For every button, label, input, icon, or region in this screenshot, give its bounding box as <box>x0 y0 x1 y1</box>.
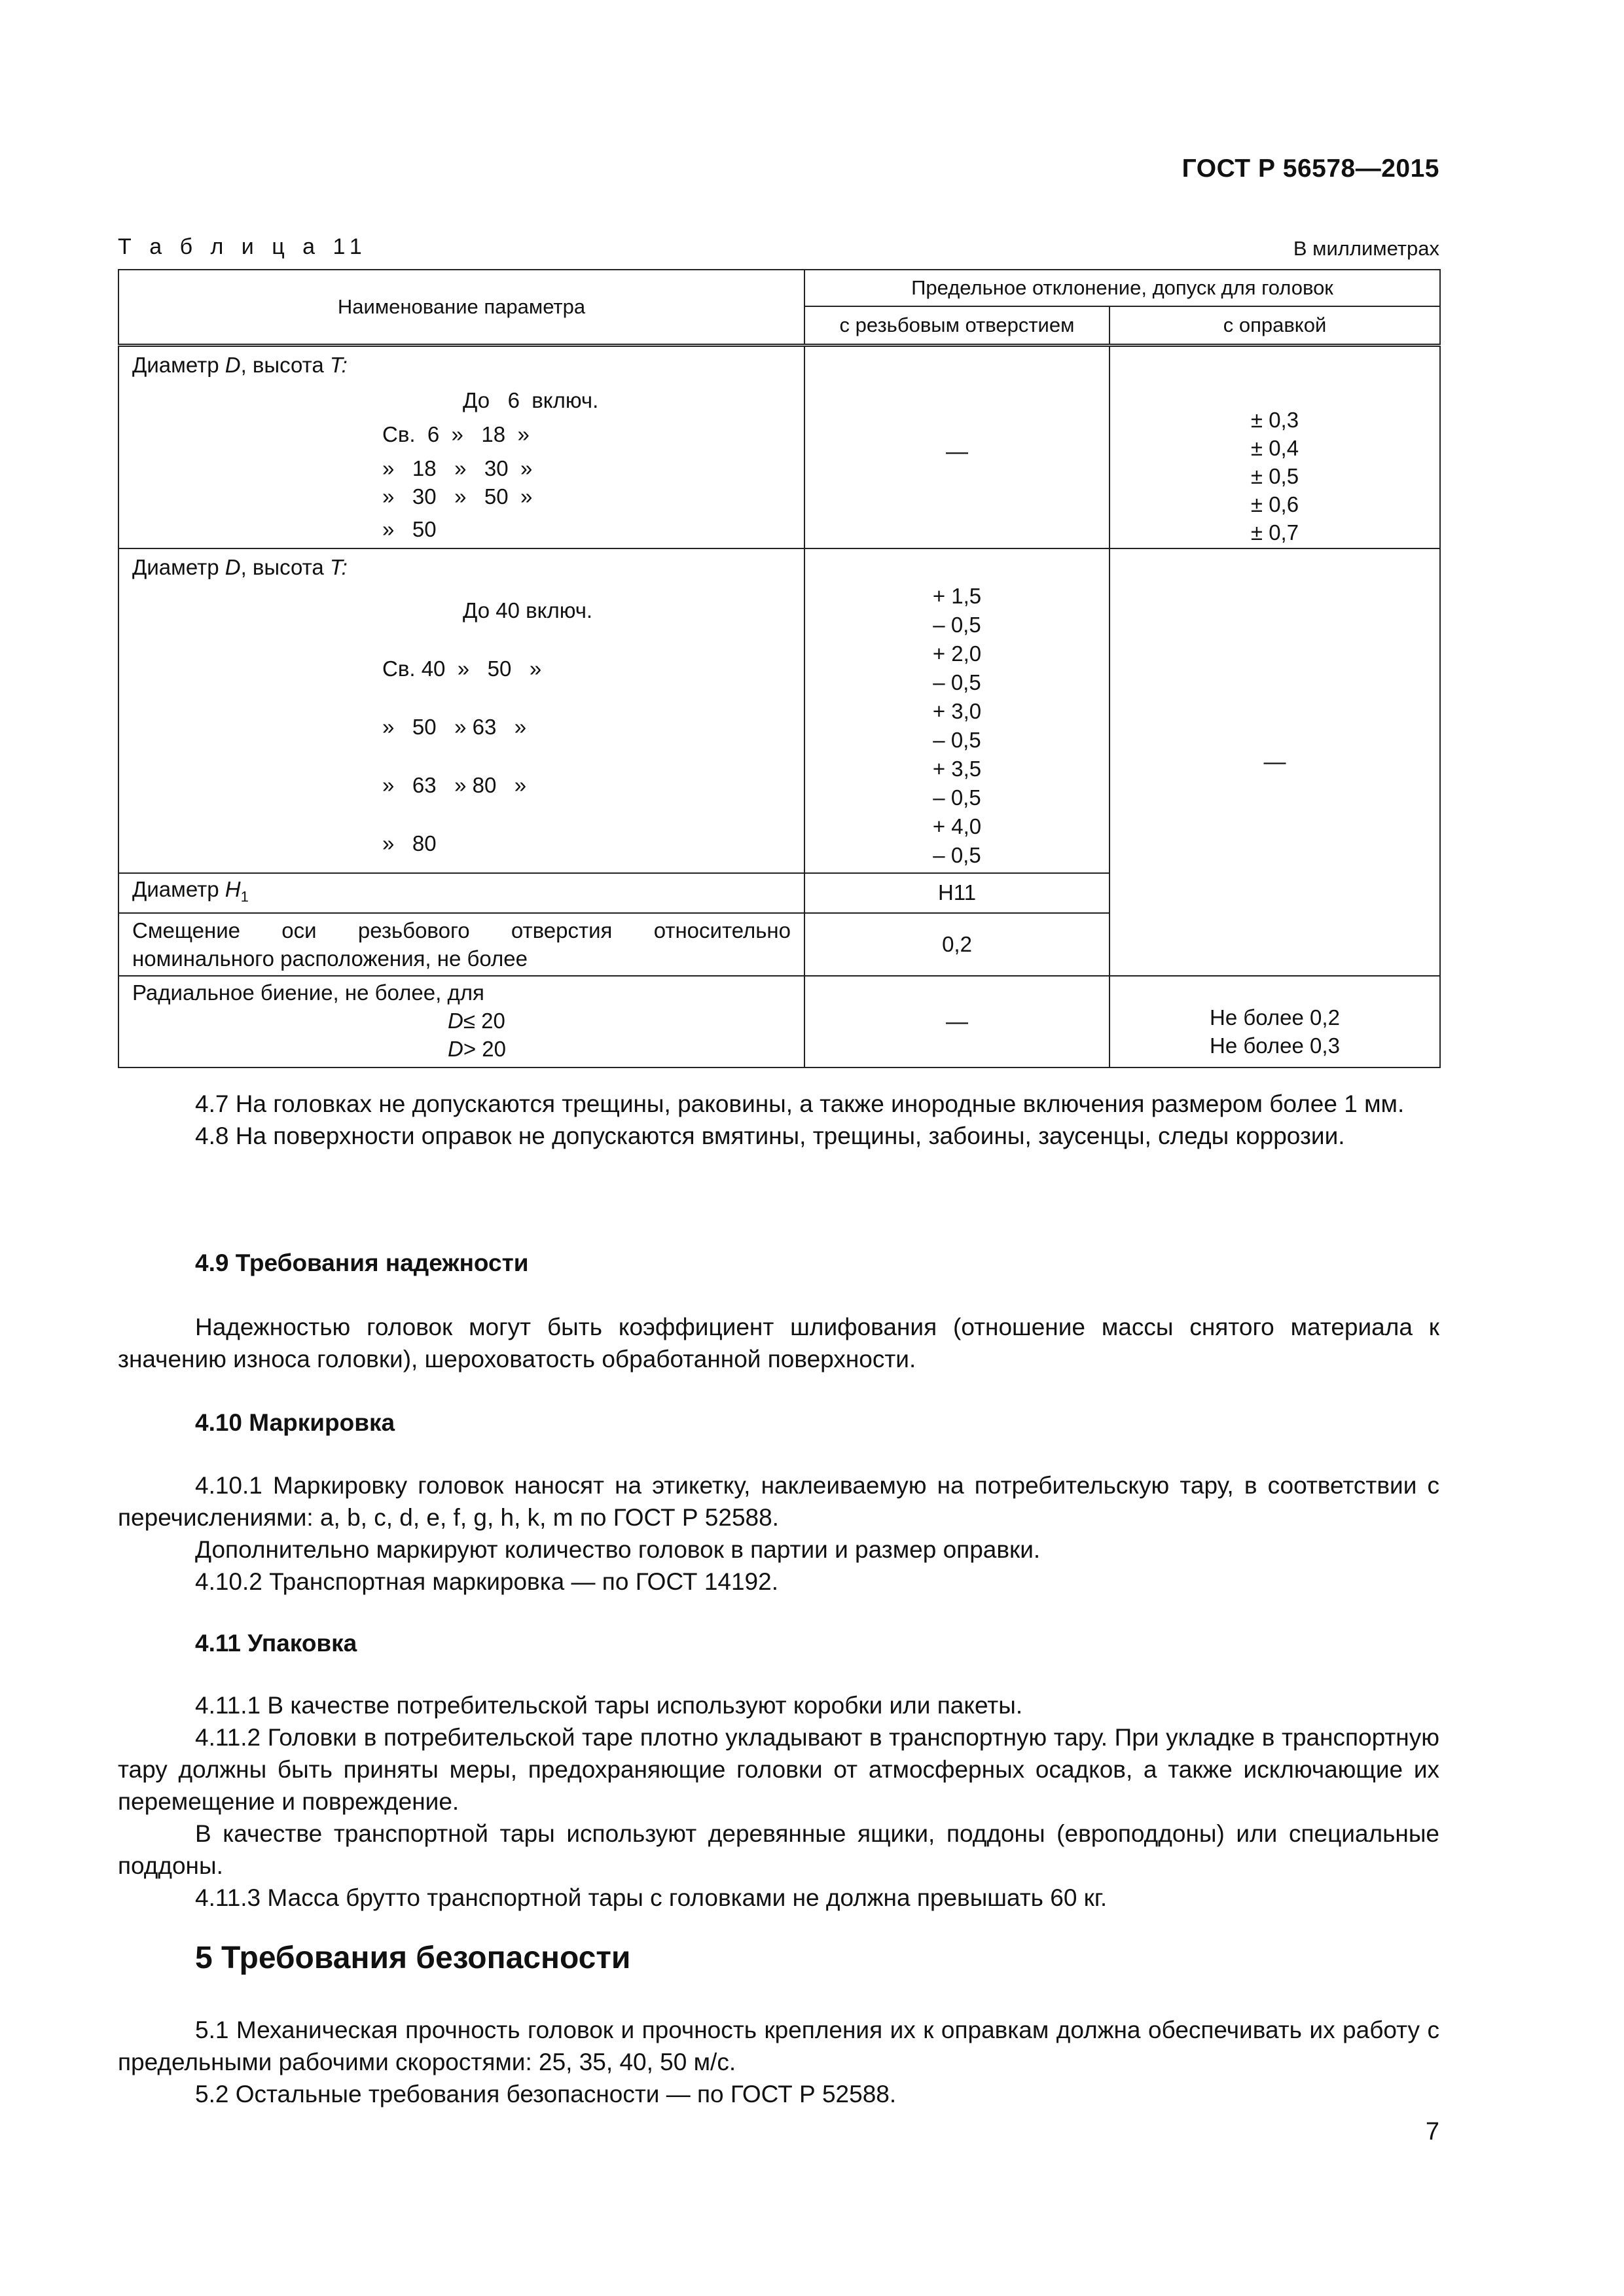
paragraph-5-1: 5.1 Механическая прочность головок и прочность крепления их к оправкам должна обеспечивать их работу с предельными рабочими скоростями: 25, 35, 40, 50 м/с. <box>118 2017 1439 2075</box>
paragraph-4-10-1b: Дополнительно маркируют количество головок в партии и размер оправки. <box>195 1536 1041 1563</box>
heading-4-11: 4.11 Упаковка <box>195 1630 357 1657</box>
section-5-body <box>118 2014 1439 2110</box>
document-code: ГОСТ Р 56578—2015 <box>1182 154 1439 183</box>
table-row <box>118 976 1440 1067</box>
size-list: До 6 включ. Св. 6 » 18 » » 18 » 30 » » 30 » 50 » » 50 <box>382 388 599 541</box>
param-cell <box>118 548 804 873</box>
paragraph-4-7: 4.7 На головках не допускаются трещины, раковины, а также инородные включения размером более 1 мм. <box>195 1090 1405 1117</box>
threaded-cell: H11 <box>804 873 1110 914</box>
paragraph-5-2: 5.2 Остальные требования безопасности — по ГОСТ Р 52588. <box>195 2081 897 2108</box>
param-cell: Радиальное биение, не более, для D≤ 20 D> 20 <box>118 976 804 1067</box>
paragraph-4-9: Надежностью головок могут быть коэффициент шлифования (отношение массы снятого материала к значению износа головки), шероховатость обработанной поверхности. <box>118 1314 1439 1372</box>
paragraph-4-10-2: 4.10.2 Транспортная маркировка — по ГОСТ 14192. <box>195 1568 778 1595</box>
column-header-parameter: Наименование параметра <box>118 270 804 346</box>
section-4-7-4-8 <box>118 1088 1439 1152</box>
heading-section-5: 5 Требования безопасности <box>195 1941 631 1975</box>
section-4-9 <box>118 1247 1439 1279</box>
page-number: 7 <box>1425 2118 1439 2145</box>
threaded-cell: — <box>804 346 1110 548</box>
table-row <box>118 548 1440 873</box>
mandrel-cell: — <box>1110 548 1440 977</box>
row-title: Диаметр D, высота T: <box>132 554 348 579</box>
section-4-10 <box>118 1407 1439 1439</box>
column-header-threaded: с резьбовым отверстием <box>804 306 1110 346</box>
threaded-cell: — <box>804 976 1110 1067</box>
table-row <box>118 346 1440 548</box>
heading-4-9: 4.9 Требования надежности <box>195 1249 529 1276</box>
section-4-11-body <box>118 1689 1439 1914</box>
mandrel-cell: Не более 0,2 Не более 0,3 <box>1110 976 1440 1067</box>
param-cell <box>118 346 804 548</box>
section-4-9-body <box>118 1311 1439 1375</box>
table-caption: Т а б л и ц а 11 <box>118 234 368 259</box>
param-cell: Смещение оси резьбового отверстия относительно номинального расположения, не более <box>118 913 804 976</box>
row-title: Диаметр D, высота T: <box>132 353 348 377</box>
paragraph-4-10-1: 4.10.1 Маркировку головок наносят на этикетку, наклеиваемую на потребительскую тару, в соответствии с перечислениями: a, b, c, d, e, f, g, h, k, m по ГОСТ Р 52588. <box>118 1472 1439 1531</box>
paragraph-4-8: 4.8 На поверхности оправок не допускаются вмятины, трещины, забоины, заусенцы, следы коррозии. <box>195 1122 1345 1149</box>
section-4-10-body <box>118 1469 1439 1598</box>
section-4-11 <box>118 1627 1439 1659</box>
column-header-mandrel: с оправкой <box>1110 306 1440 346</box>
size-list: До 40 включ. Св. 40 » 50 » » 50 » 63 » » 63 » 80 » » 80 <box>382 598 593 855</box>
threaded-cell: 0,2 <box>804 913 1110 976</box>
table-units: В миллиметрах <box>1293 237 1439 260</box>
paragraph-4-11-1: 4.11.1 В качестве потребительской тары используют коробки или пакеты. <box>195 1692 1023 1719</box>
column-header-group: Предельное отклонение, допуск для головок <box>804 270 1440 306</box>
paragraph-4-11-2b: В качестве транспортной тары используют деревянные ящики, поддоны (европоддоны) или специальные поддоны. <box>118 1820 1439 1879</box>
paragraph-4-11-3: 4.11.3 Масса брутто транспортной тары с головками не должна превышать 60 кг. <box>195 1884 1108 1911</box>
heading-4-10: 4.10 Маркировка <box>195 1409 395 1436</box>
threaded-cell: + 1,5 – 0,5 + 2,0 – 0,5 + 3,0 – 0,5 + 3,5 – 0,5 + 4,0 – 0,5 <box>804 548 1110 873</box>
mandrel-cell: ± 0,3 ± 0,4 ± 0,5 ± 0,6 ± 0,7 <box>1110 346 1440 548</box>
param-cell: Диаметр $H_1$ <box>118 873 804 914</box>
paragraph-4-11-2: 4.11.2 Головки в потребительской таре плотно укладывают в транспортную тару. При укладке в транспортную тару должны быть приняты меры, предохраняющие головки от атмосферных осадков, а также исключающие их перемещение и повреждение. <box>118 1724 1439 1815</box>
tolerance-table <box>118 269 1441 1068</box>
